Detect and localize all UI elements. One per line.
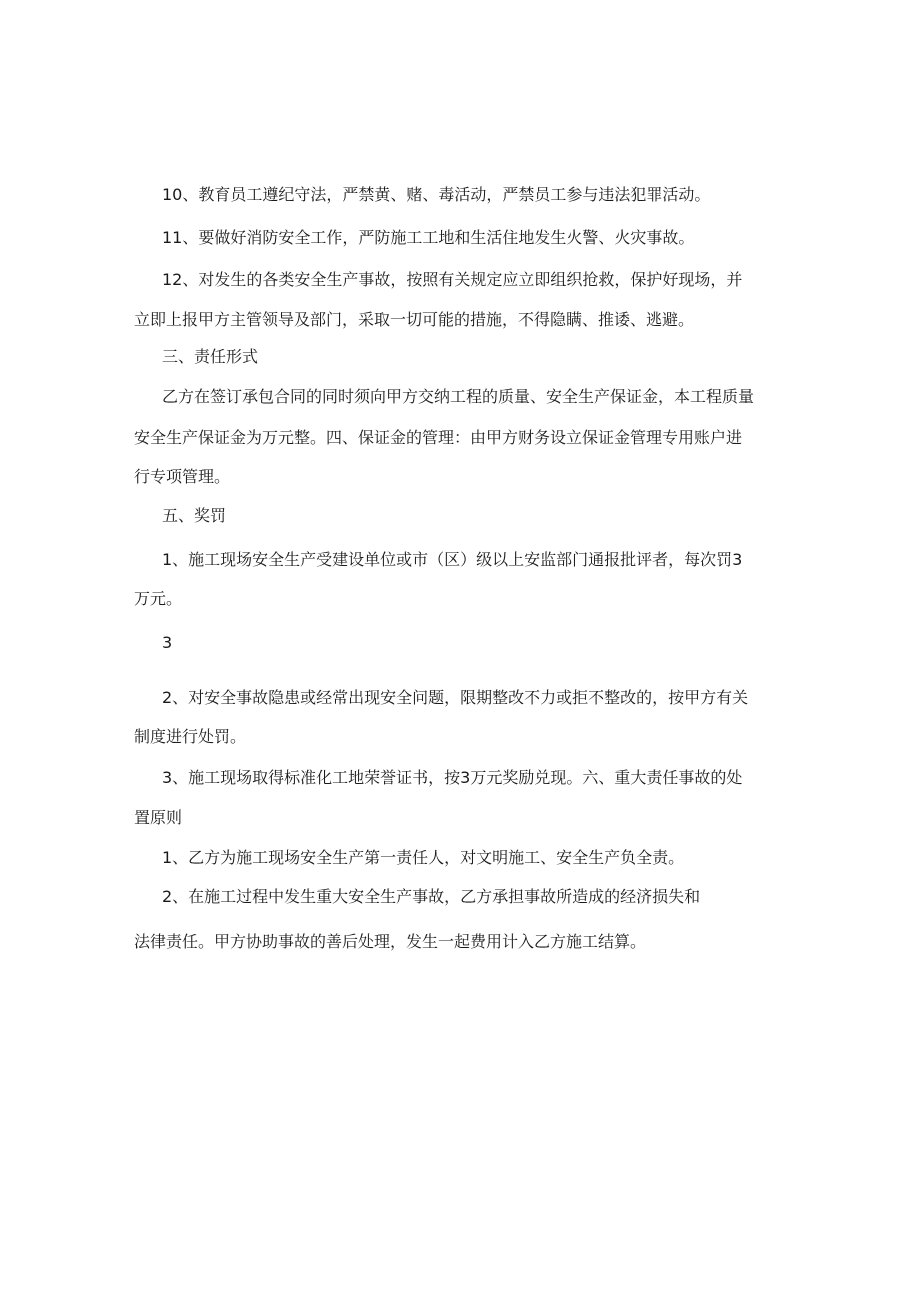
section-heading-5: 五、奖罚 bbox=[162, 506, 227, 525]
section-3-para-line-1: 乙方在签订承包合同的同时须向甲方交纳工程的质量、安全生产保证金，本工程质量 bbox=[162, 387, 755, 406]
section-3-para-line-2: 安全生产保证金为万元整。四、保证金的管理：由甲方财务设立保证金管理专用账户进 bbox=[134, 428, 743, 447]
penalty-1-line-2: 万元。 bbox=[134, 589, 183, 608]
reward-3-line-1: 3、施工现场取得标准化工地荣誉证书，按3万元奖励兑现。六、重大责任事故的处 bbox=[162, 768, 743, 787]
clause-12-line-2: 立即上报甲方主管领导及部门，采取一切可能的措施，不得隐瞒、推诿、逃避。 bbox=[134, 310, 695, 329]
section-heading-3: 三、责任形式 bbox=[162, 347, 259, 366]
penalty-2-line-2: 制度进行处罚。 bbox=[134, 727, 247, 746]
page-number: 3 bbox=[162, 633, 173, 652]
clause-11: 11、要做好消防安全工作，严防施工工地和生活住地发生火警、火灾事故。 bbox=[162, 228, 695, 247]
clause-12-line-1: 12、对发生的各类安全生产事故，按照有关规定应立即组织抢救，保护好现场，并 bbox=[162, 270, 743, 289]
penalty-2-line-1: 2、对安全事故隐患或经常出现安全问题，限期整改不力或拒不整改的，按甲方有关 bbox=[162, 688, 749, 707]
clause-10: 10、教育员工遵纪守法，严禁黄、赌、毒活动，严禁员工参与违法犯罪活动。 bbox=[162, 185, 711, 204]
section-3-para-line-3: 行专项管理。 bbox=[134, 467, 231, 486]
penalty-1-line-1: 1、施工现场安全生产受建设单位或市（区）级以上安监部门通报批评者，每次罚3 bbox=[162, 550, 743, 569]
reward-3-line-2: 置原则 bbox=[134, 808, 183, 827]
principle-2-line-2: 法律责任。甲方协助事故的善后处理，发生一起费用计入乙方施工结算。 bbox=[134, 932, 647, 951]
principle-1: 1、乙方为施工现场安全生产第一责任人，对文明施工、安全生产负全责。 bbox=[162, 848, 685, 867]
principle-2-line-1: 2、在施工过程中发生重大安全生产事故，乙方承担事故所造成的经济损失和 bbox=[162, 887, 701, 906]
